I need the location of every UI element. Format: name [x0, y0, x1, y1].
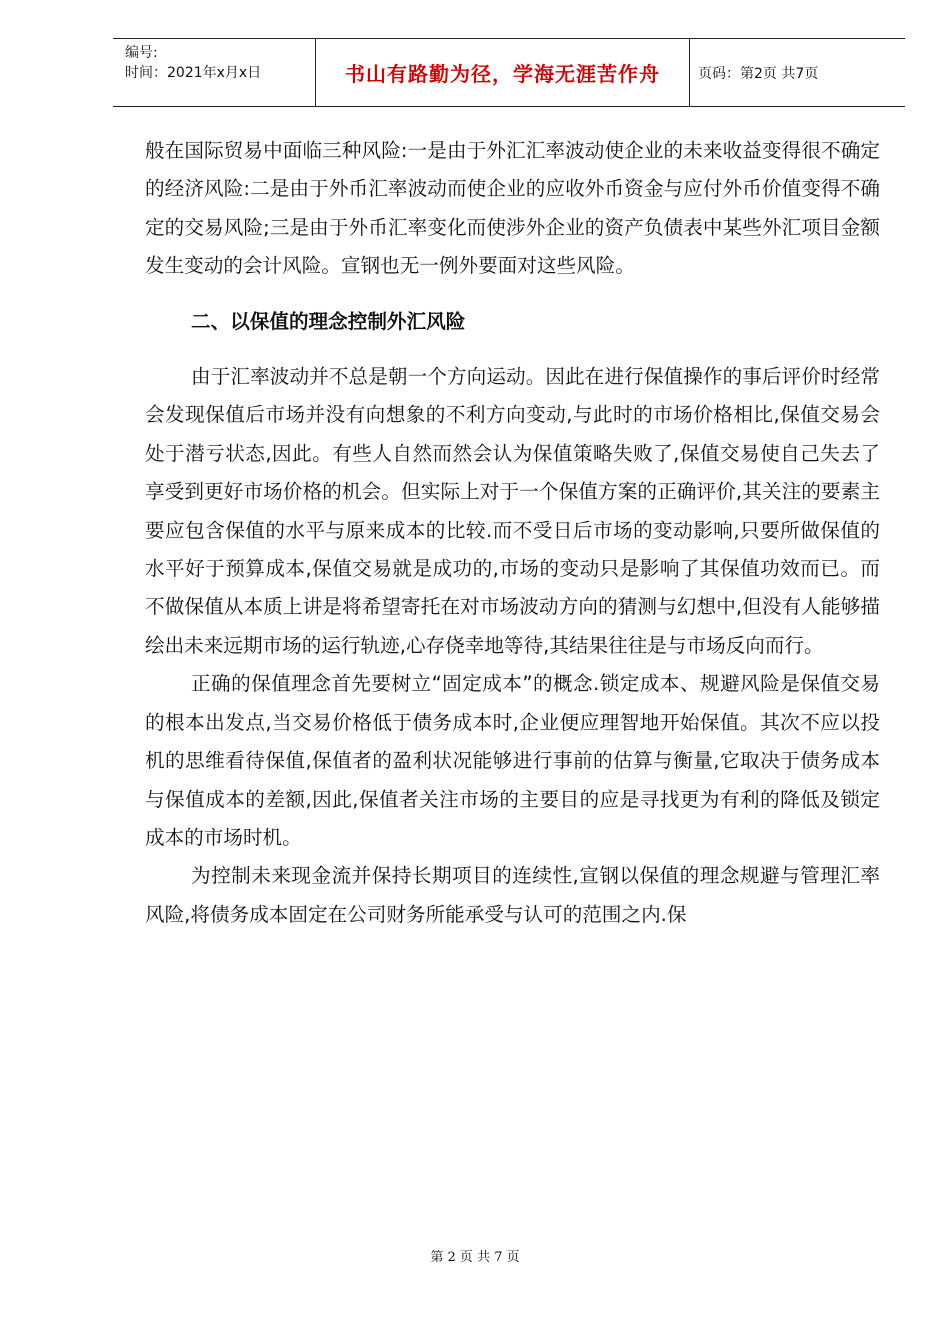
- header-meta: [113, 39, 316, 106]
- header-slogan: 书山有路勤为径，学海无涯苦作舟: [316, 39, 690, 106]
- page-footer: 第 2 页 共 7 页: [430, 1250, 520, 1265]
- paragraph-risk-types: 般在国际贸易中面临三种风险:一是由于外汇汇率波动使企业的未来收益变得很不确定的经济风险:二是由于外币汇率波动而使企业的应收外币资金与应付外币价值变得不确定的交易风险;三是由于外币汇率变化而使涉外企业的资产负债表中某些外汇项目金额发生变动的会计风险。宣钢也无一例外要面对这些风险。: [145, 139, 880, 278]
- header-page-info: 页码：第2页 共7页: [698, 65, 819, 82]
- document-number-label: 编号:: [125, 45, 158, 61]
- page-header: [113, 38, 905, 107]
- paragraph-hedging-evaluation: 由于汇率波动并不总是朝一个方向运动。因此在进行保值操作的事后评价时经常会发现保值后市场并没有向想象的不利方向变动,与此时的市场价格相比,保值交易会处于潜亏状态,因此。有些人自然而然会认为保值策略失败了,保值交易使自己失去了享受到更好市场价格的机会。但实际上对于一个保值方案的正确评价,其关注的要素主要应包含保值的水平与原来成本的比较.而不受日后市场的变动影响,只要所做保值的水平好于预算成本,保值交易就是成功的,市场的变动只是影响了其保值功效而已。而不做保值从本质上讲是将希望寄托在对市场波动方向的猜测与幻想中,但没有人能够描绘出未来远期市场的运行轨迹,心存侥幸地等待,其结果往往是与市场反向而行。: [145, 365, 880, 657]
- document-body: [145, 132, 880, 934]
- document-time-label: 时间：2021年x月x日: [125, 65, 262, 81]
- paragraph-cashflow-control: 为控制未来现金流并保持长期项目的连续性,宣钢以保值的理念规避与管理汇率风险,将债务成本固定在公司财务所能承受与认可的范围之内.保: [145, 864, 880, 926]
- paragraph-fixed-cost-concept: 正确的保值理念首先要树立“固定成本”的概念.锁定成本、规避风险是保值交易的根本出发点,当交易价格低于债务成本时,企业便应理智地开始保值。其次不应以投机的思维看待保值,保值者的盈利状况能够进行事前的估算与衡量,它取决于债务成本与保值成本的差额,因此,保值者关注市场的主要目的应是寻找更为有利的降低及锁定成本的市场时机。: [145, 672, 880, 849]
- section-heading: 二、以保值的理念控制外汇风险: [191, 309, 466, 333]
